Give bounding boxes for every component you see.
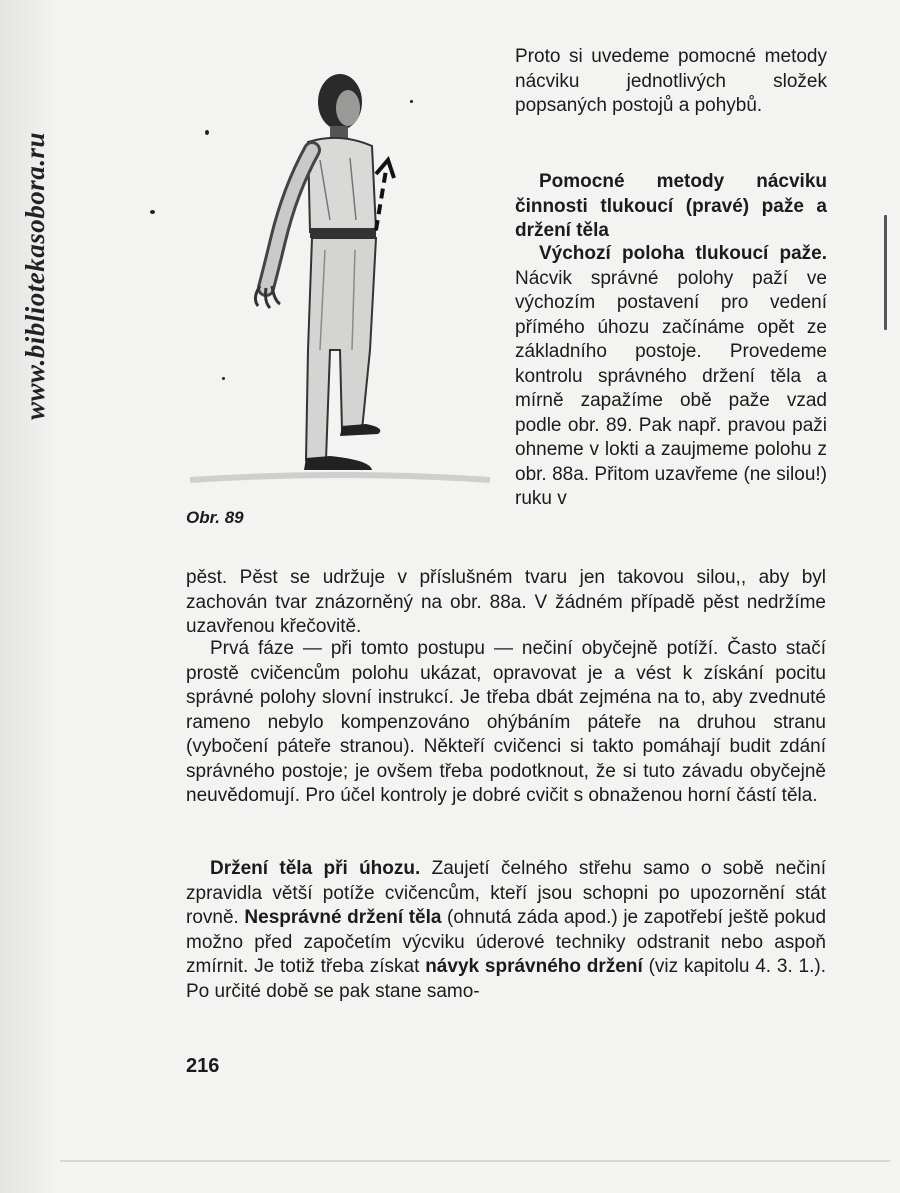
paragraph-first-phase — [186, 637, 826, 809]
section-heading — [515, 170, 827, 244]
scan-speck — [205, 130, 209, 135]
paragraph-starting-position-text — [515, 242, 827, 512]
paragraph-body-posture — [186, 857, 826, 1004]
scan-speck — [150, 210, 155, 214]
scan-speck — [410, 100, 413, 103]
emphasis-correct-posture-habit: návyk správného držení — [425, 956, 643, 977]
section-heading-text: Pomocné metody nácviku činnosti tlukoucí (pravé) paže a držení těla — [515, 171, 827, 241]
paragraph-body-starting-position: Nácvik správné polohy paží ve výchozím postavení pro vedení přímého úhozu začínáme opět ze základního postoje. Provedeme kontrolu správného držení těla a mírně zapažíme obě paže vzad podle obr. 89. Pak např. pravou paži ohneme v lokti a zaujmeme polohu z obr. 88a. Přitom uzavřeme (ne silou!) ruku v — [515, 267, 827, 509]
intro-paragraph — [515, 45, 827, 119]
figure-illustration — [180, 50, 500, 500]
emphasis-incorrect-posture: Nesprávné držení těla — [244, 907, 442, 928]
scan-speck — [222, 377, 225, 380]
scan-bottom-edge — [60, 1160, 890, 1162]
paragraph-body-posture-part-a: Zaujetí čelného střehu samo o sobě nečiní zpravidla větší potíže cvičencům, kteří jsou schopni po upozornění stát rovně. — [186, 858, 826, 928]
paragraph-body-posture-part-b: (ohnutá záda apod.) je zapotřebí ještě pokud možno před započetím výcviku úderové techniky odstranit nebo aspoň zmírnit. Je totiž třeba získat — [186, 907, 827, 977]
scan-edge-mark — [884, 215, 887, 330]
paragraph-lead-starting-position: Výchozí poloha tlukoucí paže. — [539, 243, 827, 264]
intro-text: Proto si uvedeme pomocné metody nácviku jednotlivých složek popsaných postojů a pohybů. — [515, 46, 827, 116]
paragraph-continuation — [186, 566, 826, 640]
paragraph-starting-position — [515, 242, 827, 512]
watermark: www.bibliotekasobora.ru — [20, 131, 50, 420]
paragraph-first-phase-text: Prvá fáze — při tomto postupu — nečiní obyčejně potíží. Často stačí prostě cvičencům polohu ukázat, opravovat je a vést k získání pocitu správné polohy slovní instrukcí. Je třeba dbát zejména na to, aby zvednuté rameno nebylo kompenzováno ohýbáním páteře na druhou stranu (vybočení páteře stranou). Někteří cvičenci si takto pomáhají budit zdání správného postoje; je ovšem třeba podotknout, že si tuto závadu obyčejně neuvědomují. Pro účel kontroly je dobré cvičit s obnaženou horní částí těla. — [186, 638, 826, 806]
figure-caption: Obr. 89 — [186, 508, 244, 527]
paragraph-lead-body-posture: Držení těla při úhozu. — [210, 858, 421, 879]
paragraph-body-posture-part-c: (viz kapitolu 4. 3. 1.). Po určité době se pak stane samo- — [186, 956, 826, 1002]
standing-man-illustration — [180, 50, 500, 500]
paragraph-continuation-text: pěst. Pěst se udržuje v příslušném tvaru jen takovou silou,, aby byl zachován tvar znázorněný na obr. 88a. V žádném případě pěst nedržíme uzavřenou křečovitě. — [186, 567, 826, 637]
paragraph-body-posture-text — [186, 857, 826, 1004]
page-number: 216 — [186, 1055, 220, 1077]
